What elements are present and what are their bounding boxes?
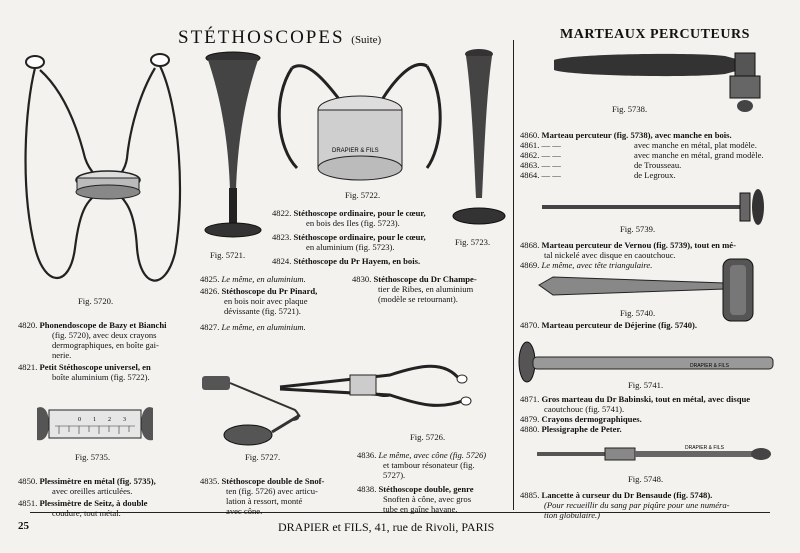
- item-4836: 4836. Le même, avec cône (fig. 5726) et tambour résonateur (fig. 5727).: [357, 450, 487, 480]
- title-main: STÉTHOSCOPES: [178, 27, 345, 48]
- pinard-stethoscope-illustration: [200, 50, 270, 245]
- fig-5748-caption: Fig. 5748.: [628, 474, 664, 484]
- section-title-marteaux: MARTEAUX PERCUTEURS: [560, 27, 750, 42]
- universal-stethoscope-illustration: [272, 48, 452, 188]
- fig-5727-caption: Fig. 5727.: [245, 452, 281, 462]
- column-divider: [513, 40, 514, 510]
- snoften-stethoscope-illustration: [270, 345, 470, 430]
- fig-5720-caption: Fig. 5720.: [78, 296, 114, 306]
- fig-5739-caption: Fig. 5739.: [620, 224, 656, 234]
- item-4823: 4823. Stéthoscope ordinaire, pour le cœur, en aluminium (fig. 5723).: [272, 232, 426, 252]
- item-4826: 4826. Stéthoscope du Pr Pinard, en bois noir avec plaque dévissante (fig. 5721).: [200, 286, 318, 316]
- item-4838: 4838. Stéthoscope double, genre Snoften à cône, avec gros tube en gaîne havane.: [357, 484, 474, 514]
- fig-5738-caption: Fig. 5738.: [612, 104, 648, 114]
- lancette-engraving: DRAPIER & FILS: [685, 445, 724, 451]
- fig-5726-caption: Fig. 5726.: [410, 432, 446, 442]
- item-4827: 4827. Le même, en aluminium.: [200, 322, 306, 332]
- stetho-engraving: DRAPIER & FILS: [332, 148, 379, 154]
- hammer-engraving: DRAPIER & FILS: [690, 363, 729, 369]
- item-4835: 4835. Stéthoscope double de Snof- ten (fig. 5726) avec articu- lation à ressort, monté avec cône.: [200, 476, 325, 516]
- babinski-hammer-illustration: [515, 340, 785, 385]
- page-title: [178, 27, 381, 49]
- scale-tick-0: 0: [78, 417, 81, 423]
- item-4879: 4879. Crayons dermographiques.: [520, 414, 642, 424]
- item-4871: 4871. Gros marteau du Dr Babinski, tout en métal, avec disque caoutchouc (fig. 5741).: [520, 394, 751, 414]
- fig-5722-caption: Fig. 5722.: [345, 190, 381, 200]
- item-4868: 4868. Marteau percuteur de Vernou (fig. 5739), tout en mé- tal nickelé avec disque en caoutchouc.: [520, 240, 736, 260]
- item-4824: 4824. Stéthoscope du Pr Hayem, en bois.: [272, 256, 421, 266]
- item-4821: 4821. Petit Stéthoscope universel, en boîte aluminium (fig. 5722).: [18, 362, 151, 382]
- publisher-line: DRAPIER et FILS, 41, rue de Rivoli, PARIS: [278, 520, 495, 534]
- percussion-hammer-illustration: [550, 48, 775, 113]
- item-4860: 4860. Marteau percuteur (fig. 5738), avec manche en bois.: [520, 130, 732, 140]
- ordinary-stethoscope-illustration: [452, 48, 512, 228]
- item-4869: 4869. Le même, avec tête triangulaire.: [520, 260, 653, 270]
- item-4851: 4851. Plessimètre de Seitz, à double coudure, tout métal.: [18, 498, 148, 518]
- fig-5740-caption: Fig. 5740.: [620, 308, 656, 318]
- item-4880: 4880. Plessigraphe de Peter.: [520, 424, 622, 434]
- lancette-illustration: [535, 440, 775, 470]
- scale-tick-3: 3: [123, 417, 126, 423]
- item-4870: 4870. Marteau percuteur de Déjerine (fig. 5740).: [520, 320, 698, 330]
- fig-5721-caption: Fig. 5721.: [210, 250, 246, 260]
- item-4885: 4885. Lancette à curseur du Dr Bensaude (fig. 5748). (Pour recueillir du sang par piqûre pour une numéra- tion globulaire.): [520, 490, 730, 520]
- item-4830: 4830. Stéthoscope du Dr Champe- tier de Ribes, en aluminium (modèle se retournant).: [352, 274, 477, 304]
- item-4822: 4822. Stéthoscope ordinaire, pour le cœur, en bois des Iles (fig. 5723).: [272, 208, 426, 228]
- fig-5735-caption: Fig. 5735.: [75, 452, 111, 462]
- item-4861-4864: 4861. — — avec manche en métal, plat modèle. 4862. — — avec manche en métal, grand modèle. 4863. — — de Trousseau. 4864. — — de Legroux.: [520, 140, 764, 180]
- item-4825: 4825. Le même, en aluminium.: [200, 274, 306, 284]
- phonendoscope-illustration: [15, 48, 205, 298]
- fig-5741-caption: Fig. 5741.: [628, 380, 664, 390]
- plessimeter-illustration: [35, 404, 155, 444]
- page-number: 25: [18, 520, 29, 532]
- fig-5723-caption: Fig. 5723.: [455, 237, 491, 247]
- item-4850: 4850. Plessimètre en métal (fig. 5735), avec oreilles articulées.: [18, 476, 156, 496]
- item-4820: 4820. Phonendoscope de Bazy et Bianchi (fig. 5720), avec deux crayons dermographiques, en boîte gai- nerie.: [18, 320, 167, 360]
- scale-tick-2: 2: [108, 417, 111, 423]
- title-suffix: (Suite): [351, 34, 382, 46]
- scale-tick-1: 1: [93, 417, 96, 423]
